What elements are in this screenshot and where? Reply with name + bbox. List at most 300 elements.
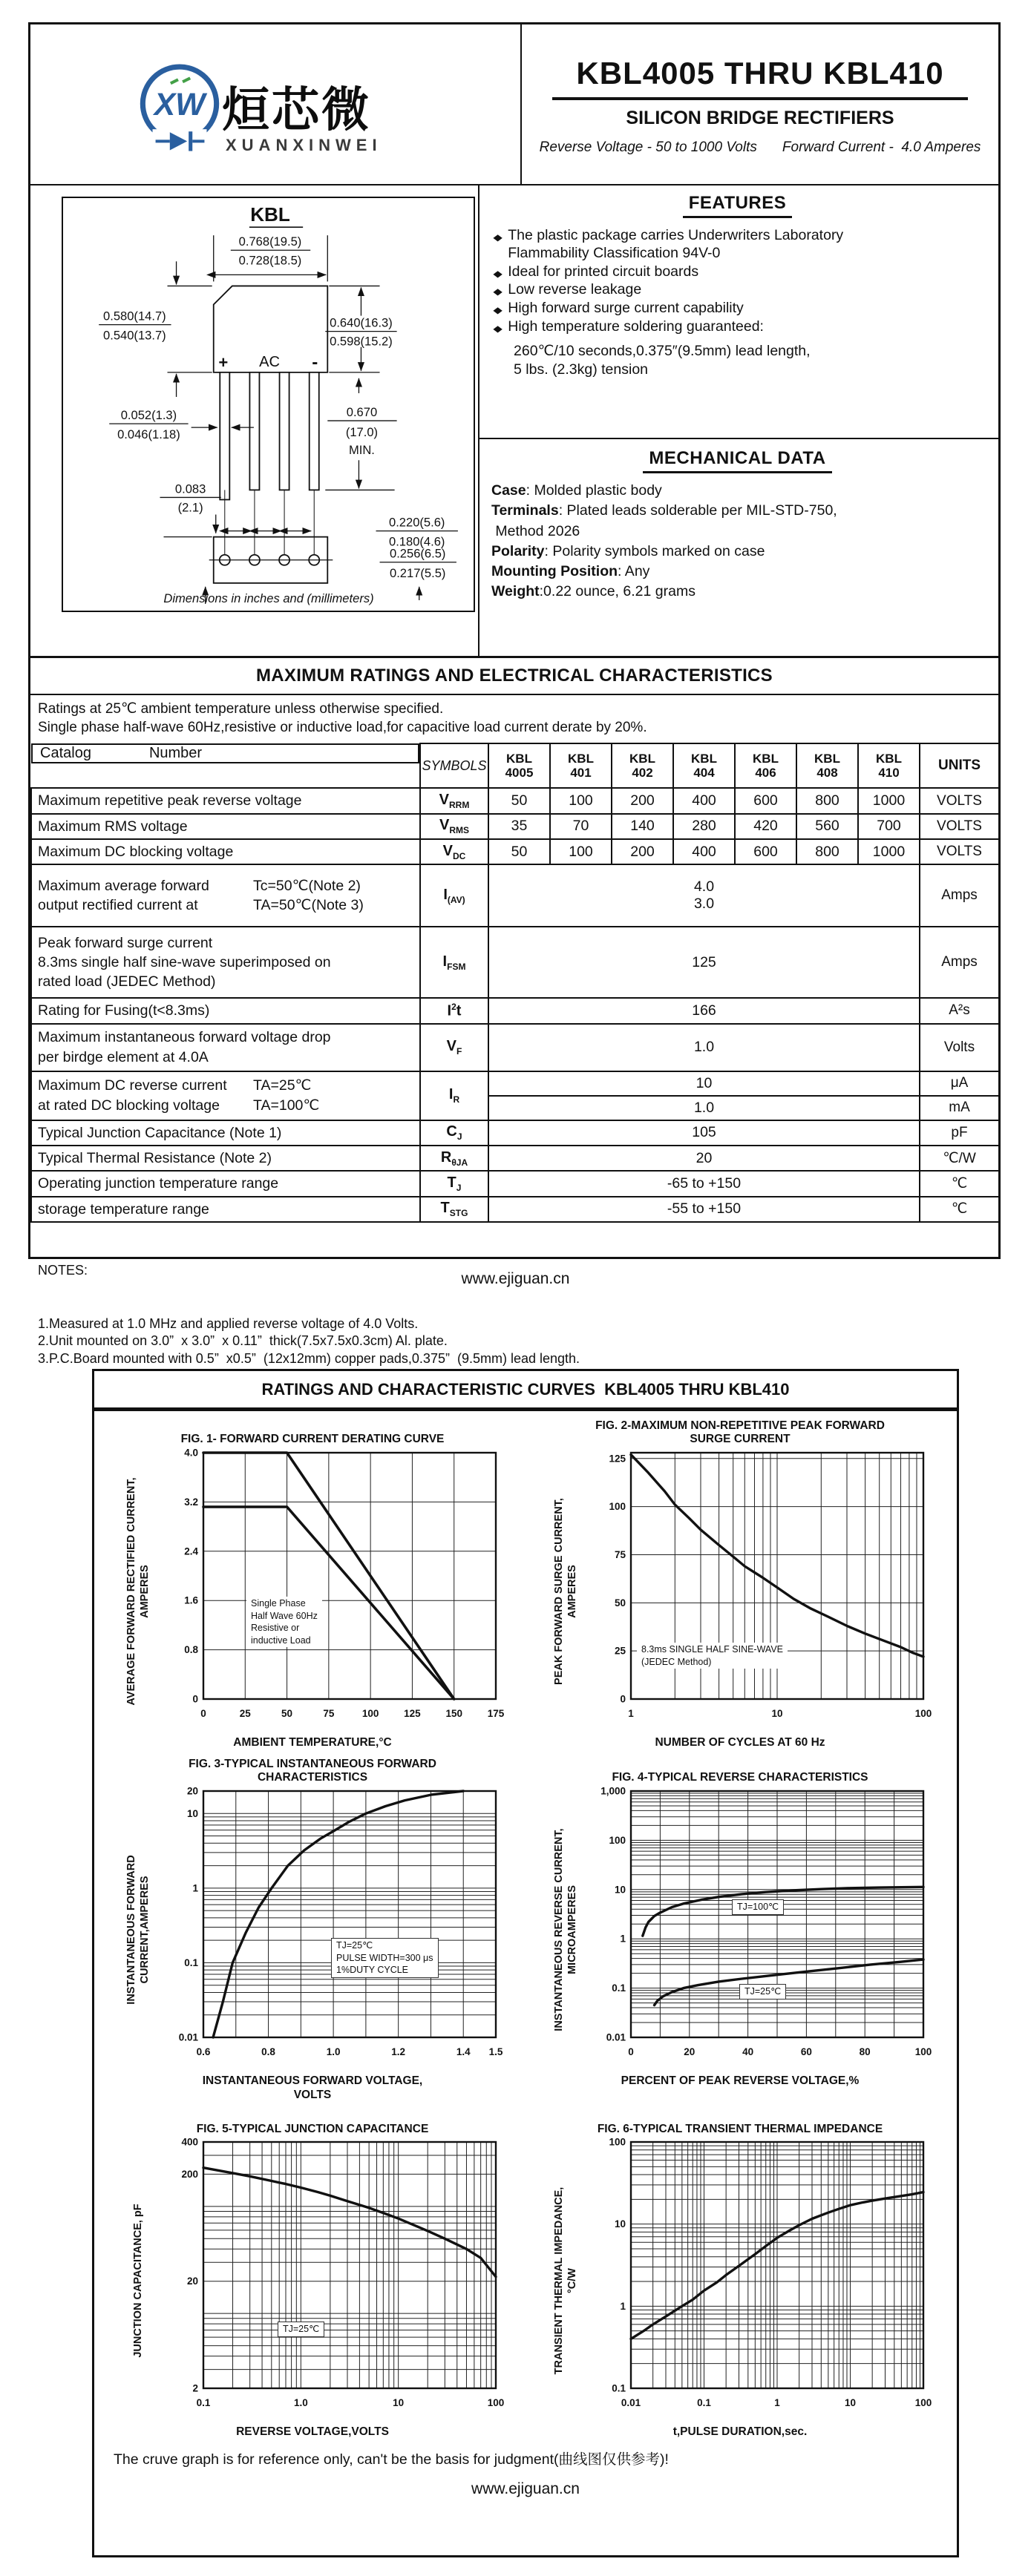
annotation-line: (JEDEC Method) [641, 1656, 712, 1667]
mechanical-section [480, 439, 998, 602]
figure-ylabel-line: AVERAGE FORWARD RECTIFIED CURRENT, [125, 1476, 137, 1706]
dim-top-max: 0.768(19.5) [238, 234, 302, 249]
table-row [31, 927, 999, 998]
device-name-line: 401 [570, 766, 592, 781]
figure-6 [526, 2108, 954, 2440]
tick-labels [600, 1787, 932, 2057]
note-line: 3.P.C.Board mounted with 0.5” x0.5” (12x12mm) copper pads,0.375” (9.5mm) lead length. [38, 1351, 580, 1367]
value-cell-merged [488, 1120, 920, 1146]
x-tick-label: 100 [914, 2397, 932, 2409]
value-cell-merged [488, 864, 920, 927]
y-tick-label: 2.4 [184, 1545, 198, 1557]
feature-item [491, 227, 983, 263]
figure-3-ylabel [117, 1787, 159, 2072]
dim-top-min: 0.728(18.5) [238, 253, 302, 268]
symbol-cell: $V_{DC}$ [420, 839, 488, 864]
figure-xlabel-line: INSTANTANEOUS FORWARD VOLTAGE, [202, 2074, 423, 2087]
value-cell: 140 [612, 814, 673, 839]
figure-2-ylabel [545, 1448, 586, 1734]
figure-3-svg [159, 1787, 508, 2072]
param-text: Maximum DC blocking voltage [38, 844, 234, 860]
device-name-line: KBL [506, 751, 532, 766]
figure-title-line: FIG. 4-TYPICAL REVERSE CHARACTERISTICS [612, 1771, 868, 1784]
param-line [38, 817, 415, 836]
figure-4-svg [586, 1787, 935, 2072]
annotation-line: 8.3ms SINGLE HALF SINE-WAVE [641, 1644, 784, 1655]
ratings-table [30, 743, 1000, 1223]
value-cell: 600 [735, 788, 796, 813]
param-cell [31, 1024, 420, 1071]
unit-cell: VOLTS [920, 788, 999, 813]
dim-right-min: 0.598(15.2) [330, 334, 393, 349]
figure-2-title [595, 1419, 885, 1447]
plot-border [203, 2142, 496, 2388]
param-condition: TA=50℃(Note 3) [253, 897, 364, 914]
company-name-cn: 烜芯微 [222, 83, 371, 137]
logo-block [30, 24, 522, 184]
param-text: at rated DC blocking voltage [38, 1097, 220, 1114]
plot-annotation [331, 1938, 439, 1978]
x-tick-label: 10 [393, 2397, 405, 2409]
grid-lines [203, 1453, 496, 1699]
value-cell: 280 [673, 814, 735, 839]
value-cell: 35 [488, 814, 550, 839]
figure-ylabel-line: INSTANTANEOUS FORWARD [125, 1854, 137, 2005]
series-curve [203, 2168, 496, 2277]
param-line [38, 896, 415, 915]
y-tick-label: 10 [614, 1884, 626, 1896]
diode-icon [153, 129, 207, 153]
param-cell [31, 814, 420, 839]
param-text: Maximum DC reverse current [38, 1077, 227, 1094]
header [30, 24, 998, 185]
value-cell: 400 [673, 839, 735, 864]
param-condition: TA=100℃ [253, 1097, 320, 1114]
param-line [38, 1028, 415, 1047]
feature-line: High forward surge current capability [508, 300, 744, 317]
dim-leadlen: 0.670 [346, 405, 378, 420]
mechanical-items [491, 481, 983, 602]
plot-annotation [637, 1643, 788, 1669]
symbol-base: T [440, 1200, 450, 1217]
page2-footer-url: www.ejiguan.cn [471, 2480, 580, 2498]
symbol-cell: $C_J$ [420, 1120, 488, 1146]
table-row [31, 1171, 999, 1196]
features-section [480, 185, 998, 439]
symbol-base: V [446, 1038, 456, 1055]
device-name-line: KBL [814, 751, 840, 766]
feature-line: High temperature soldering guaranteed: [508, 318, 764, 335]
value-cell: 70 [550, 814, 612, 839]
figure-ylabel-line: AMPERES [566, 1564, 578, 1618]
figure-ylabel-line: °C/W [566, 2267, 578, 2293]
figure-1-plot [159, 1448, 508, 1734]
bullet-diamond-icon: ◆ [493, 268, 503, 279]
value-cell: 400 [673, 788, 735, 813]
unit-cell-split [920, 1071, 999, 1120]
ratings-condition-line: Ratings at 25℃ ambient temperature unless otherwise specified. [38, 701, 444, 717]
param-line [38, 1048, 415, 1067]
x-tick-label: 1 [774, 2397, 780, 2409]
symbol-cell: $T_{STG}$ [420, 1197, 488, 1222]
y-tick-label: 10 [614, 2218, 626, 2230]
feature-text [508, 300, 744, 318]
symbol-base: C [446, 1123, 457, 1140]
y-tick-label: 0.1 [612, 2382, 626, 2394]
figure-6-xlabel [673, 2425, 808, 2440]
x-tick-label: 1 [628, 1708, 634, 1719]
figure-grid [94, 1411, 957, 2440]
y-tick-label: 20 [186, 2276, 198, 2287]
value-line: 166 [692, 1002, 716, 1019]
plot-border [203, 1791, 496, 2037]
value-cell: 100 [550, 788, 612, 813]
curves-disclaimer: The cruve graph is for reference only, can't be the basis for judgment(曲线图仅供参考)! [114, 2451, 669, 2468]
figure-5 [99, 2108, 526, 2440]
value-cell-merged [488, 1197, 920, 1222]
figure-6-plot [586, 2138, 935, 2423]
unit-cell: A²s [920, 998, 999, 1023]
header-device [612, 743, 673, 788]
tagline [540, 139, 981, 156]
title-rule [552, 97, 968, 100]
feature-line: Low reverse leakage [508, 281, 642, 298]
x-tick-label: 60 [800, 2046, 812, 2057]
plot-annotation [246, 1597, 322, 1647]
y-tick-label: 0.01 [606, 2031, 626, 2043]
annotation-line: inductive Load [251, 1634, 311, 1646]
x-tick-label: 75 [323, 1708, 335, 1719]
param-text: storage temperature range [38, 1200, 209, 1218]
figure-title-line: FIG. 1- FORWARD CURRENT DERATING CURVE [180, 1433, 445, 1446]
plot-annotation [739, 1984, 786, 2000]
param-text: Maximum repetitive peak reverse voltage [38, 792, 302, 809]
mechanical-item: Mounting Position: Any [491, 563, 650, 580]
x-tick-label: 0.01 [621, 2397, 641, 2409]
symbol-cell: $V_F$ [420, 1024, 488, 1071]
y-tick-label: 1 [192, 1882, 198, 1894]
annotation-line: TJ=100℃ [737, 1902, 779, 1912]
drawing-title: KBL [250, 203, 290, 226]
mechanical-item-label: Weight [491, 583, 540, 600]
dim-hole-max: 0.256(6.5) [390, 546, 446, 561]
feature-extra-line: 260℃/10 seconds,0.375″(9.5mm) lead length, [514, 342, 811, 359]
dim-offset-mm: (2.1) [177, 500, 203, 515]
y-tick-label: 75 [614, 1548, 626, 1560]
symbol-base: I [443, 886, 448, 903]
header-device [550, 743, 612, 788]
y-tick-label: 2 [192, 2382, 198, 2394]
param-cell [31, 1146, 420, 1171]
device-name-line: KBL [876, 751, 902, 766]
value-cell: 50 [488, 839, 550, 864]
y-tick-label: 10 [186, 1807, 198, 1819]
value-cell-merged [488, 998, 920, 1023]
param-text: Rating for Fusing(t<8.3ms) [38, 1002, 210, 1019]
feature-text [508, 227, 843, 263]
value-cell-merged [488, 1024, 920, 1071]
figure-ylabel-line: TRANSIENT THERMAL IMPEDANCE, [552, 2186, 565, 2375]
series-curve [655, 1959, 924, 2005]
value-cell-merged [488, 1171, 920, 1196]
package-drawing-box [62, 197, 475, 612]
x-tick-label: 10 [844, 2397, 857, 2409]
header-units: UNITS [920, 743, 999, 788]
figure-6-svg [586, 2138, 935, 2423]
mechanical-item: Polarity: Polarity symbols marked on case [491, 542, 765, 559]
table-row [31, 864, 999, 927]
y-tick-label: 100 [609, 1834, 626, 1846]
y-tick-label: 0.8 [184, 1644, 198, 1656]
tagline-voltage: Reverse Voltage - 50 to 1000 Volts [539, 139, 757, 155]
figure-2-svg [586, 1448, 935, 1734]
feature-line: The plastic package carries Underwriters Laboratory [508, 227, 844, 243]
ratings-heading: MAXIMUM RATINGS AND ELECTRICAL CHARACTERISTICS [30, 658, 998, 695]
symbol-base: I [447, 1002, 452, 1019]
value-cell-split [488, 1071, 920, 1120]
figure-1 [99, 1419, 526, 1751]
symbol-base: I [442, 953, 448, 970]
page-title: KBL4005 THRU KBL410 [576, 56, 944, 91]
param-line [38, 1200, 415, 1219]
dim-left-min: 0.540(13.7) [103, 328, 166, 343]
symbol-base: V [442, 842, 453, 859]
unit-cell: ℃/W [920, 1146, 999, 1171]
annotation-line: TJ=25℃ [744, 1986, 782, 1997]
unit-line: mA [920, 1095, 998, 1120]
param-text: 8.3ms single half sine-wave superimposed on [38, 954, 331, 971]
dim-hole-min: 0.217(5.5) [390, 565, 446, 580]
polarity-ac: AC [259, 353, 280, 370]
param-line [38, 972, 415, 991]
param-line [38, 1174, 415, 1193]
x-tick-label: 80 [859, 2046, 871, 2057]
table-row [31, 1197, 999, 1222]
value-line: 3.0 [693, 896, 715, 913]
figure-xlabel-line: t,PULSE DURATION,sec. [672, 2425, 808, 2439]
annotation-line: TJ=25℃ [283, 2324, 320, 2335]
subtitle: SILICON BRIDGE RECTIFIERS [626, 108, 894, 128]
symbol-base: T [447, 1174, 456, 1191]
param-line [38, 876, 415, 896]
param-cell [31, 1120, 420, 1146]
y-tick-label: 25 [614, 1645, 626, 1657]
grid-lines [203, 1791, 496, 2037]
figure-5-title [197, 2108, 429, 2136]
figure-ylabel-line: JUNCTION CAPACITANCE, pF [131, 2204, 144, 2358]
param-cell [31, 998, 420, 1023]
param-line [38, 1123, 415, 1143]
x-tick-label: 100 [914, 2046, 932, 2057]
info-column [480, 185, 998, 656]
param-line [38, 1149, 415, 1168]
param-text: Typical Thermal Resistance (Note 2) [38, 1149, 272, 1166]
value-line: 125 [692, 953, 716, 970]
figure-ylabel-line: MICROAMPERES [566, 1885, 578, 1974]
datasheet-page-2 [92, 1369, 959, 2557]
figure-xlabel-line: AMBIENT TEMPERATURE,°C [233, 1736, 392, 1749]
figure-4-xlabel [621, 2074, 860, 2089]
feature-item [491, 318, 983, 336]
feature-item [491, 263, 983, 281]
figure-2 [526, 1419, 954, 1751]
value-line: 20 [695, 1149, 713, 1166]
param-cell [31, 839, 420, 864]
tagline-current: Forward Current - 4.0 Amperes [782, 139, 981, 155]
x-tick-label: 0 [628, 2046, 634, 2057]
value-cell: 800 [796, 839, 858, 864]
ratings-conditions [30, 695, 998, 743]
curves-heading: RATINGS AND CHARACTERISTIC CURVES KBL4005 THRU KBL410 [94, 1371, 957, 1411]
annotation-line: 1%DUTY CYCLE [336, 1965, 409, 1975]
x-tick-label: 0.1 [697, 2397, 711, 2409]
feature-line: Flammability Classification 94V-0 [508, 244, 721, 261]
y-tick-label: 1.6 [184, 1594, 198, 1606]
value-cell: 420 [735, 814, 796, 839]
value-line: -65 to +150 [667, 1174, 742, 1192]
feature-item [491, 300, 983, 318]
annotation-line: TJ=25℃ [336, 1940, 373, 1951]
x-tick-label: 1.0 [293, 2397, 308, 2409]
value-cell: 800 [796, 788, 858, 813]
note-line: 2.Unit mounted on 3.0” x 3.0” x 0.11” thick(7.5x7.5x0.3cm) Al. plate. [38, 1333, 448, 1349]
feature-item [491, 281, 983, 299]
figure-6-title [598, 2108, 883, 2136]
y-tick-label: 100 [609, 1501, 626, 1513]
figure-1-title [181, 1419, 445, 1447]
x-tick-label: 1.4 [456, 2046, 471, 2057]
tick-labels [184, 1448, 505, 1719]
symbol-base: V [439, 792, 449, 809]
table-row [31, 788, 999, 813]
mechanical-item-label: Case [491, 482, 526, 499]
dim-pitch-max: 0.220(5.6) [389, 515, 445, 530]
polarity-minus: - [312, 352, 318, 372]
grid-lines [203, 2142, 496, 2388]
value-line: 10 [695, 1074, 713, 1091]
figure-4-ylabel [545, 1787, 586, 2072]
figure-1-ylabel [117, 1448, 159, 1734]
feature-text [508, 318, 764, 336]
x-tick-label: 100 [487, 2397, 505, 2409]
annotation-line: PULSE WIDTH=300 μs [336, 1952, 433, 1963]
param-text: Peak forward surge current [38, 934, 213, 951]
mechanical-item-label: Mounting Position [491, 563, 618, 580]
bullet-diamond-icon: ◆ [493, 305, 503, 316]
annotation-line: Half Wave 60Hz [251, 1610, 318, 1621]
mechanical-item: Case: Molded plastic body [491, 482, 662, 499]
param-line [38, 1001, 415, 1020]
mechanical-item: Weight:0.22 ounce, 6.21 grams [491, 583, 695, 600]
header-device [673, 743, 735, 788]
y-tick-label: 0 [620, 1693, 626, 1705]
y-tick-label: 0.1 [612, 1982, 626, 1994]
x-tick-label: 100 [914, 1708, 932, 1719]
plot-annotation [278, 2322, 324, 2337]
param-condition: TA=25℃ [253, 1077, 312, 1094]
figure-5-plot [159, 2138, 508, 2423]
x-tick-label: 1.0 [326, 2046, 341, 2057]
param-condition: Tc=50℃(Note 2) [253, 878, 361, 894]
table-row [31, 1024, 999, 1071]
figure-5-svg [159, 2138, 508, 2423]
feature-text [508, 281, 641, 299]
figure-title-line: FIG. 6-TYPICAL TRANSIENT THERMAL IMPEDANCE [597, 2122, 883, 2135]
package-column [30, 185, 480, 656]
figure-title-line: FIG. 3-TYPICAL INSTANTANEOUS FORWARD [189, 1757, 436, 1770]
value-cell: 560 [796, 814, 858, 839]
features-extra [514, 342, 983, 380]
symbol-tail: t [456, 1002, 462, 1019]
param-line [38, 933, 415, 953]
header-number: Number [148, 745, 203, 762]
figure-xlabel-line: NUMBER OF CYCLES AT 60 Hz [655, 1736, 825, 1749]
feature-text [508, 263, 698, 281]
symbol-base: I [448, 1086, 454, 1103]
param-text: output rectified current at [38, 897, 198, 914]
device-name-line: 406 [755, 766, 776, 781]
content-columns [30, 185, 998, 658]
figure-xlabel-line: PERCENT OF PEAK REVERSE VOLTAGE,% [621, 2074, 860, 2087]
figure-1-svg [159, 1448, 508, 1734]
feature-extra-line: 5 lbs. (2.3kg) tension [514, 361, 649, 378]
x-tick-label: 0.6 [196, 2046, 211, 2057]
param-cell [31, 1071, 420, 1120]
param-cell [31, 1171, 420, 1196]
value-line: 4.0 [693, 878, 715, 896]
mechanical-item: Terminals: Plated leads solderable per MIL-STD-750, [491, 502, 837, 519]
y-tick-label: 50 [614, 1597, 626, 1609]
y-tick-label: 125 [609, 1453, 626, 1465]
figure-title-line: FIG. 2-MAXIMUM NON-REPETITIVE PEAK FORWARD [595, 1419, 885, 1432]
y-tick-label: 100 [609, 2138, 626, 2148]
value-cell: 200 [612, 839, 673, 864]
x-tick-label: 0.8 [261, 2046, 275, 2057]
x-tick-label: 40 [742, 2046, 754, 2057]
annotation-line: Resistive or [251, 1623, 300, 1633]
figure-5-ylabel [117, 2138, 159, 2423]
symbol-cell: $I_{FSM}$ [420, 927, 488, 998]
unit-cell: ℃ [920, 1197, 999, 1222]
figure-ylabel-line: INSTANTANEOUS REVERSE CURRENT, [552, 1827, 565, 2031]
param-text: Typical Junction Capacitance (Note 1) [38, 1124, 282, 1141]
header-symbols: SYMBOLS [420, 743, 488, 788]
dim-offset: 0.083 [174, 482, 206, 496]
param-text: per birdge element at 4.0A [38, 1048, 209, 1065]
dim-leadlen-mm: (17.0) [345, 425, 379, 440]
value-cell: 700 [858, 814, 920, 839]
unit-cell: Amps [920, 927, 999, 998]
symbol-cell: $T_J$ [420, 1171, 488, 1196]
symbol-cell: $I_{(AV)}$ [420, 864, 488, 927]
param-cell [31, 1197, 420, 1222]
param-line [38, 953, 415, 972]
figure-2-plot [586, 1448, 935, 1734]
figure-3-xlabel [203, 2074, 423, 2102]
value-cell: 1000 [858, 788, 920, 813]
y-tick-label: 400 [181, 2138, 198, 2148]
tick-labels [181, 2138, 504, 2408]
device-name-line: 404 [693, 766, 715, 781]
value-cell: 200 [612, 788, 673, 813]
device-name-line: 4005 [505, 766, 534, 781]
value-cell: 50 [488, 788, 550, 813]
figure-4 [526, 1757, 954, 2102]
dim-left-max: 0.580(14.7) [103, 309, 166, 323]
table-row [31, 1146, 999, 1171]
table-row [31, 839, 999, 864]
unit-cell: Amps [920, 864, 999, 927]
